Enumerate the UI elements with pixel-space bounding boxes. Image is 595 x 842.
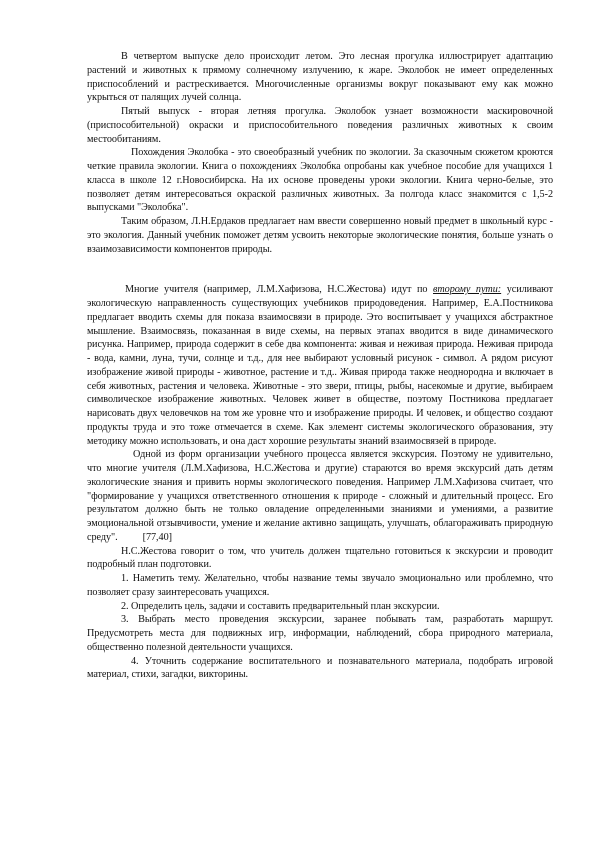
paragraph-excursion xyxy=(87,448,553,544)
paragraph-gap xyxy=(87,256,553,283)
plan-item-4: 4. Уточнить содержание воспитательного и познавательного материала, подобрать игровой материал, стихи, загадки, викторины. xyxy=(87,655,553,681)
paragraph-fifth-issue: Пятый выпуск - вторая летняя прогулка. Эколобок узнает возможности маскировочной (приспособительной) окраски и приспособительного поведения различных животных к своим местообитаниям. xyxy=(87,106,553,145)
plan-item-1: 1. Наметить тему. Желательно, чтобы название темы звучало эмоционально или проблемно, что позволяет сразу заинтересовать учащихся. xyxy=(87,573,553,598)
second-path-body: усиливают экологическую направленность существующих учебников природоведения. Например, Е.А.Постникова предлагает вводить схемы для показа взаимосвязи в природе. Это воспитывает у учащихся абстрактное мышление. Взаимосвязь, показанная в виде схемы, на первых этапах вводится в виде динамического рисунка. Например, природа содержит в себе два компонента: живая и неживая природа. Неживая природа - вода, камни, луна, тучи, солнце и т.д., для нее выбирают условный рисунок - символ. А рядом рисуют изображение живой природы - животное, растение и т.д.. Живая природа также неоднородна и включает в себя животных, растения и человека. Животные - это звери, птицы, рыбы, насекомые и другие, выбираем символическое изображение животных. Человек живет в обществе, поэтому Постникова предлагает нарисовать двух человечков на том же уровне что и изображение природы. И человек, и общество создают продукты труда и это тоже отмечается в схеме. Как элемент системы экологического образования, эту методику можно использовать, и она даст хорошие результаты знаний взаимосвязей в природе. xyxy=(87,284,553,447)
plan-item-3: 3. Выбрать место проведения экскурсии, заранее побывать там, разработать маршрут. Предусмотреть места для подвижных игр, информации, наблюдений, сбора природного материала, общественно полезной деятельности учащихся. xyxy=(87,614,553,653)
paragraph-fourth-issue: В четвертом выпуске дело происходит летом. Это лесная прогулка иллюстрирует адаптацию растений и животных к прямому солнечному излучению, к жаре. Эколобок не имеет определенных приспособлений и растрескивается. Многочисленные организмы вокруг показывают ему как можно укрыться от палящих лучей солнца. xyxy=(87,51,553,104)
paragraph-zhestova-plan: Н.С.Жестова говорит о том, что учитель должен тщательно готовиться к экскурсии и проводит подробный план подготовки. xyxy=(87,545,553,571)
document-page xyxy=(87,50,553,682)
paragraph-erdakov-conclusion: Таким образом, Л.Н.Ердаков предлагает нам ввести совершенно новый предмет в школьный курс - это экология. Данный учебник поможет детям усвоить некоторые экологические понятия, больше узнать о взаимозависимости компонентов природы. xyxy=(87,216,553,255)
second-path-intro: Многие учителя (например, Л.М.Хафизова, Н.С.Жестова) идут по xyxy=(125,284,433,296)
second-path-emphasis: второму пути: xyxy=(433,284,502,296)
paragraph-second-path xyxy=(87,283,553,448)
paragraph-ekolobok-textbook: Похождения Эколобка - это своеобразный учебник по экологии. За сказочным сюжетом кроются четкие правила экологии. Книга о похождениях Эколобка опробаны как учебное пособие для учащихся 1 класса в школе 12 г.Новосибирска. На их основе проведены уроки экологии. Книга черно-белые, это позволяет детям интересоваться окраской различных животных. За полгода класс знакомится с 1,5-2 выпусками "Эколобка". xyxy=(87,147,553,214)
excursion-text: Одной из форм организации учебного процесса является экскурсия. Поэтому не удивительно, что многие учителя (Л.М.Хафизова, Н.С.Жестова и другие) стараются во время экскурсий дать детям экологические знания и привить нормы экологического поведения. Например Л.М.Хафизова считает, что "формирование у учащихся ответственного отношения к природе - сложный и длительный процесс. Его результатом должно быть не только овладение определенными знаниями и умениями, а развитие эмоциональной отзывчивости, умение и желание активно защищать, улучшать, облагораживать природную среду". xyxy=(87,449,553,543)
citation-reference: [77,40] xyxy=(142,531,172,543)
plan-item-2: 2. Определить цель, задачи и составить предварительный план экскурсии. xyxy=(121,600,440,612)
